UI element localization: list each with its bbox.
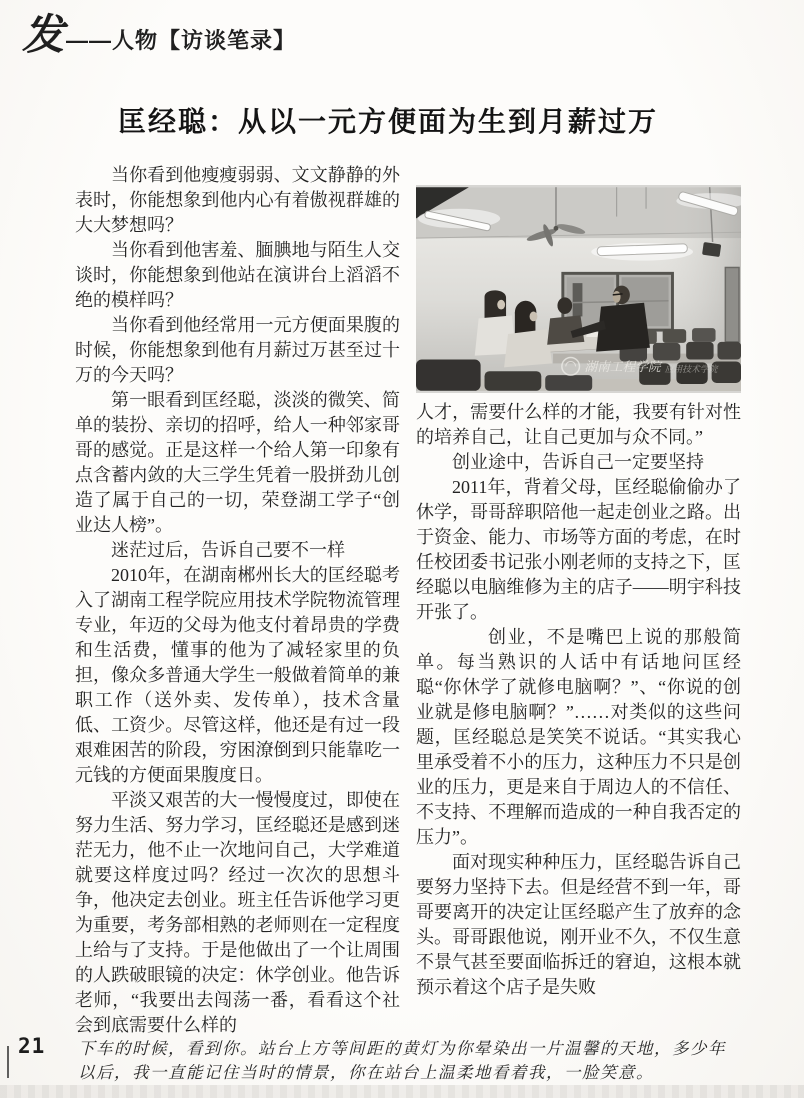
page-number: 21 [18, 1034, 46, 1058]
fluorescent-light [591, 243, 693, 261]
watermark-sub-text: 应用技术学院 [664, 364, 718, 375]
footer-quote-line: 下车的时候，看到你。站台上方等间距的黄灯为你晕染出一片温馨的天地，多少年 [78, 1039, 726, 1058]
paragraph: 当你看到他害羞、腼腆地与陌生人交谈时，你能想象到他站在演讲台上滔滔不绝的模样吗？ [75, 240, 400, 310]
paragraph: 创业，不是嘴巴上说的那般简单。每当熟识的人话中有话地问匡经聪“你休学了就修电脑啊？”、“你说的创业就是修电脑啊？”……对类似的这些问题，匡经聪总是笑笑不说话。“其实我心里承受着不小的压力，这种压力不只是创业的压力，更是来自于周边人的不信任、不支持、不理解而造成的一种自我否定的压力”。 [416, 627, 741, 847]
paragraph: 平淡又艰苦的大一慢慢度过，即使在努力生活、努力学习，匡经聪还是感到迷茫无力，他不止一次地问自己，大学难道就要这样度过吗？经过一次次的思想斗争，他决定去创业。班主任告诉他学习更为重要，考务部相熟的老师则在一定程度上给与了支持。于是他做出了一个让周围的人跌破眼镜的决定：休学创业。他告诉老师，“我要出去闯荡一番，看看这个社会到底需要什么样的 [75, 790, 400, 1035]
article-body [75, 163, 741, 1041]
page-header [22, 10, 297, 59]
left-column [75, 163, 400, 1041]
footer-quote-line: 以后，我一直能记住当时的情景，你在站台上温柔地看着我，一脸笑意。 [78, 1063, 654, 1082]
paragraph: 当你看到他经常用一元方便面果腹的时候，你能想象到他有月薪过万甚至过十万的今天吗？ [75, 315, 400, 385]
classroom-photo-illustration [416, 185, 741, 393]
section-subhead: 创业途中，告诉自己一定要坚持 [452, 452, 704, 472]
section-subhead: 迷茫过后，告诉自己要不一样 [111, 540, 345, 560]
paragraph: 2010年，在湖南郴州长大的匡经聪考入了湖南工程学院应用技术学院物流管理专业，年迈的父母为他支付着昂贵的学费和生活费，懂事的他为了减轻家里的负担，像众多普通大学生一般做着简单的兼职工作（送外卖、发传单），技术含量低、工资少。尽管这样，他还是有过一段艰难困苦的阶段，穷困潦倒到只能靠吃一元钱的方便面果腹度日。 [75, 565, 400, 785]
scan-edge-mark [7, 1046, 9, 1078]
article-photo [416, 185, 741, 393]
right-column [416, 163, 741, 1041]
scan-artifact-band [0, 1085, 804, 1098]
door-frame [725, 267, 739, 341]
article-title: 匡经聪：从以一元方便面为生到月薪过万 [117, 106, 658, 137]
header-initial-glyph: 发 [22, 10, 65, 59]
footer-quote [78, 1037, 728, 1085]
speaker-box [702, 242, 721, 257]
paragraph: 当你看到他瘦瘦弱弱、文文静静的外表时，你能想象到他内心有着傲视群雄的大大梦想吗？ [75, 165, 400, 235]
paragraph: 人才，需要什么样的才能，我要有针对性的培养自己，让自己更加与众不同。” [416, 402, 741, 447]
paragraph: 面对现实种种压力，匡经聪告诉自己要努力坚持下去。但是经营不到一年，哥哥要离开的决定让匡经聪产生了放弃的念头。哥哥跟他说，刚开业不久，不仅生意不景气甚至要面临拆迁的窘迫，这根本就预示着这个店子是失败 [416, 852, 741, 997]
watermark-main-text: 湖南工程学院 [584, 359, 661, 375]
paragraph: 2011年，背着父母，匡经聪偷偷办了休学，哥哥辞职陪他一起走创业之路。出于资金、能力、市场等方面的考虑，在时任校团委书记张小刚老师的支持之下，匡经聪以电脑维修为主的店子——明宇科技开张了。 [416, 477, 741, 622]
header-section-label: ——人物【访谈笔录】 [66, 28, 297, 53]
paragraph: 第一眼看到匡经聪，淡淡的微笑、简单的装扮、亲切的招呼，给人一种邻家哥哥的感觉。正是这样一个给人第一印象有点含蓄内敛的大三学生凭着一股拼劲儿创造了属于自己的一切，荣登湖工学子“创业达人榜”。 [75, 390, 400, 535]
